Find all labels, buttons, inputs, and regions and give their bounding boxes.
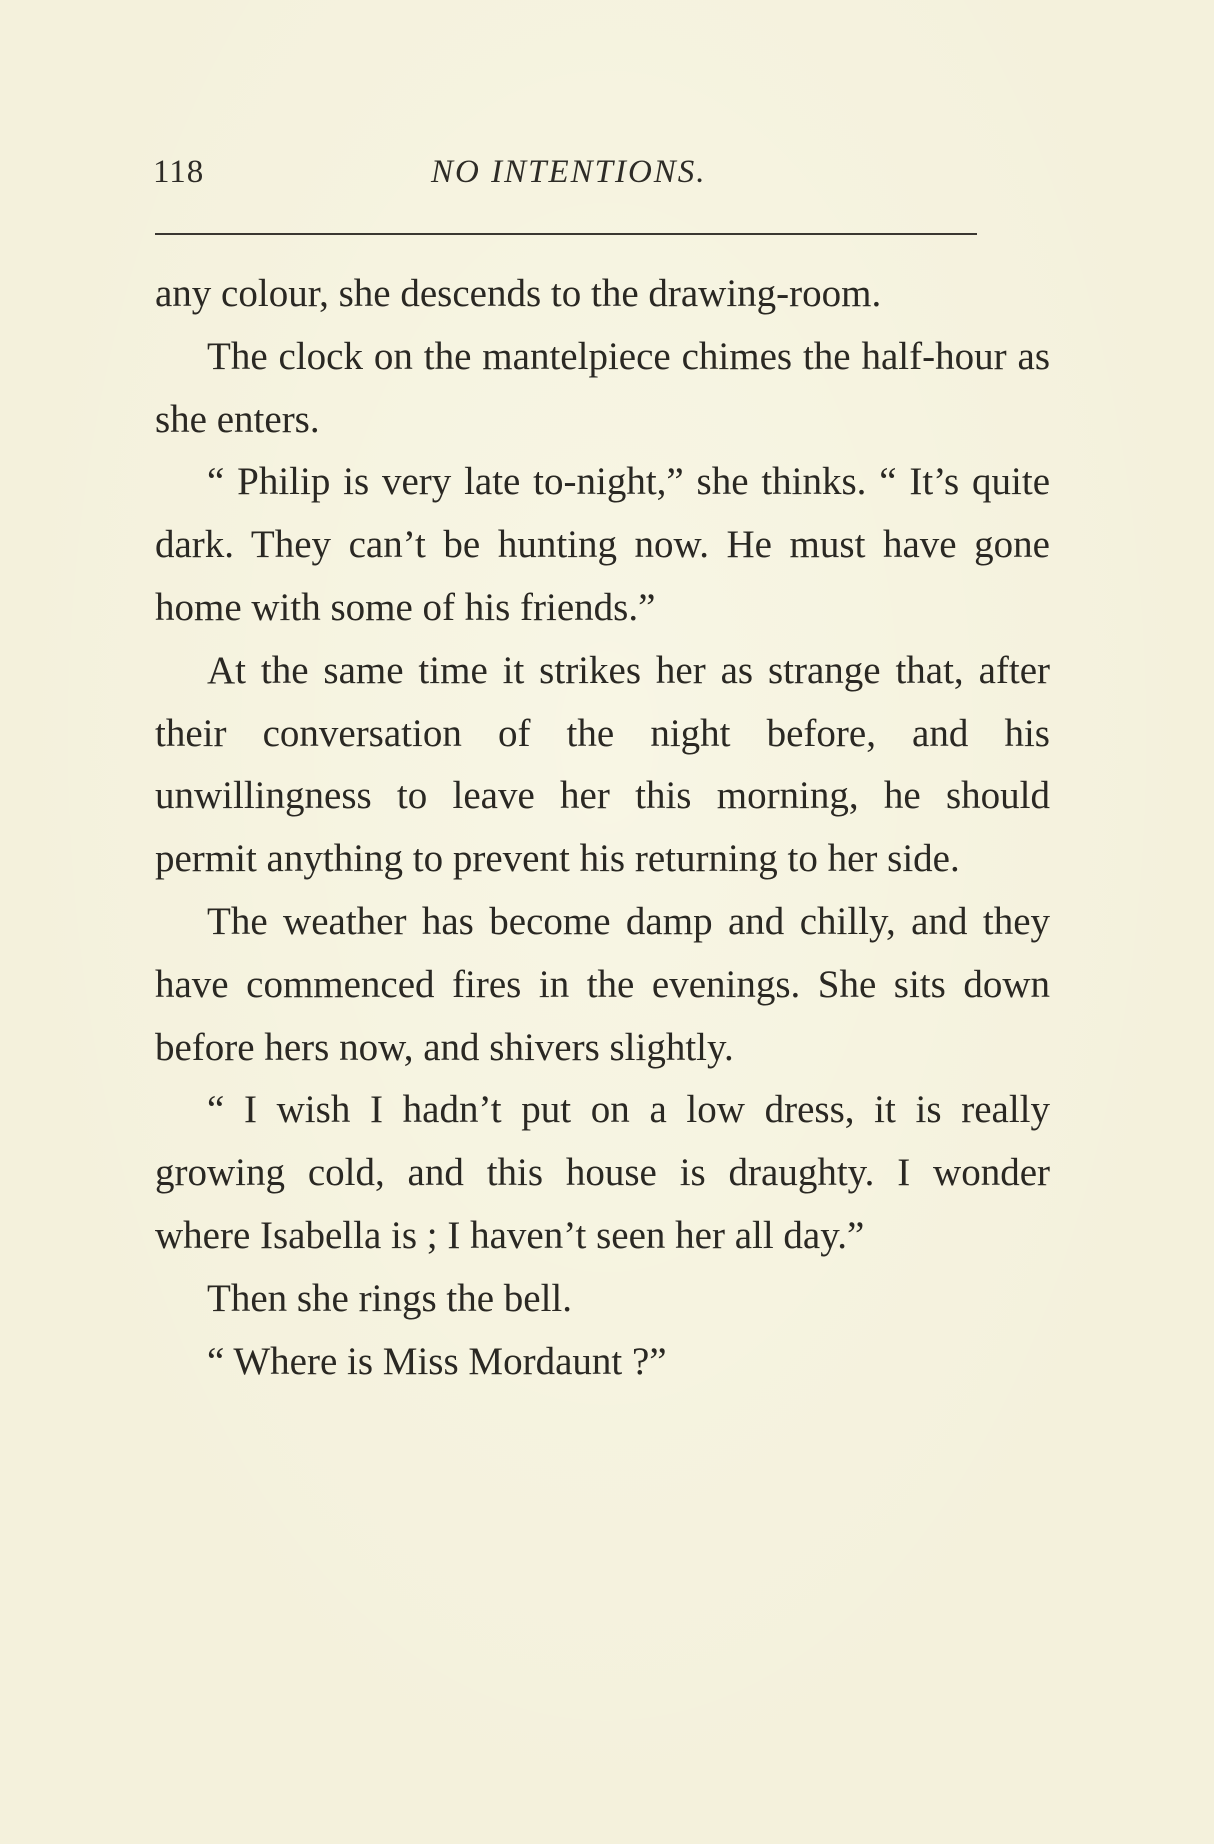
paragraph: any colour, she descends to the drawing-room. [155, 272, 882, 315]
paragraph: The weather has become damp and chilly, and they have commenced fires in the evenings. She sits down before hers now, and shivers slightly. [155, 899, 1050, 1069]
paragraph: “ I wish I hadn’t put on a low dress, it is really growing cold, and this house is draughty. I wonder where Isabella is ; I haven’t seen her all day.” [155, 1088, 1050, 1257]
header-rule [155, 233, 977, 235]
paragraph: At the same time it strikes her as strange that, after their conversation of the night before, and his unwillingness to leave her this morning, he should permit anything to prevent his returning to her side. [155, 648, 1050, 881]
paragraph: Then she rings the bell. [207, 1276, 572, 1320]
paragraph: “ Philip is very late to-night,” she thinks. “ It’s quite dark. They can’t be hunting now. He must have gone home with some of his friends.” [155, 460, 1050, 629]
paragraph: “ Where is Miss Mordaunt ?” [207, 1339, 667, 1383]
page-number: 118 [153, 154, 205, 190]
page-header [153, 154, 977, 194]
running-title: NO INTENTIONS. [431, 154, 707, 190]
paragraph: The clock on the mantelpiece chimes the half-hour as she enters. [155, 334, 1050, 441]
body-text [155, 263, 1050, 1393]
